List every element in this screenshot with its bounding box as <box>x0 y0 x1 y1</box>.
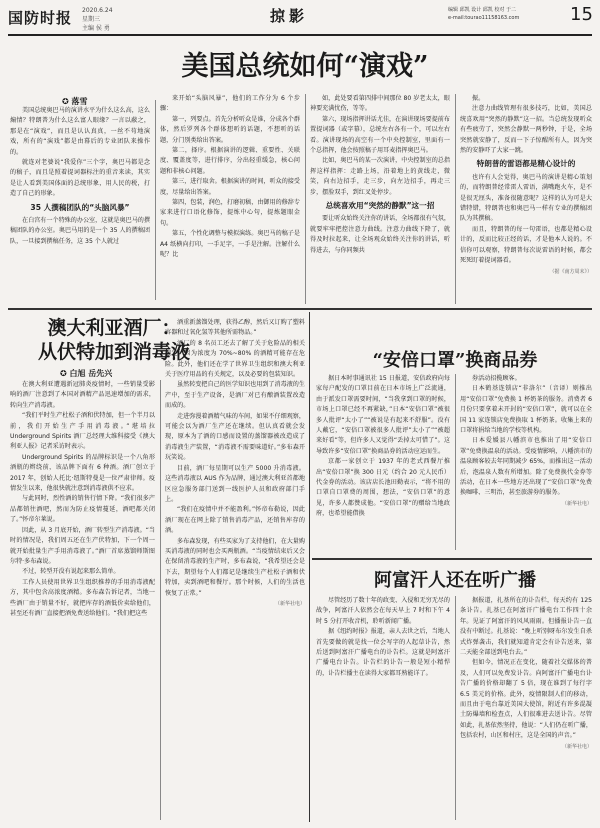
masthead-rule <box>8 34 592 36</box>
story1-subhead-1: 35 人撰稿团队的“头脑风暴” <box>30 202 130 212</box>
story2-byline: ✪ 白旭 岳先兴 <box>60 369 113 378</box>
story1-column-4 <box>460 94 592 306</box>
paragraph: 在白宫有一个特殊的办公室，这就是奥巴马的撰稿团队的办公室。奥巴马用的是一个 35 人的撰稿团队，一旦接到撰稿任务，这 35 个人就过 <box>10 217 150 245</box>
paragraph: 第六，现场指挥讲话尤佳，在演讲现场要提前布置提词器（或字幕），总统左右各有一个，可以左右看。演讲现场的高空有一个中央控制室，里面有一个总指挥，他会按照稿子用耳麦指挥奥巴马。 <box>310 115 450 155</box>
paragraph: 也许有人会觉得，奥巴马的演讲是精心策划的，而特朗普经常雷人雷语，满嘴跑火车，是不是很无厘头，准备很随意呢？这样的认为可是大错特错，特朗普也和奥巴马一样有专业的撰稿团队为其撰稿。 <box>460 173 592 223</box>
paragraph: 而且，特朗普的每一句雷语，也都是精心设计的，反而比较正经的话，才是他本人说的。不信你可以观察，特朗普每次说雷语的时候，都会死死盯着提词器看。 <box>460 225 592 265</box>
paragraph: 日本鹤基连锁店“非洛尔”（音译）则推出用“安倍口罩”免费换 1 杯奶茶的服务。消费者 6 月份只要拿着未开封的“安倍口罩”，就可以在全国 11 家连锁店免费换取 1 杯奶茶。收集上来的口罩将捐给当地的学校等机构。 <box>460 385 592 435</box>
page-number: 15 <box>570 4 593 25</box>
paragraph: 在澳大利亚遭遇新冠肺炎疫情时，一些销量受影响的酒厂注意到了本国对酒精产品迅速增加的需求，转向生产消毒液。 <box>10 381 155 409</box>
paragraph: 券活动招揽顾客。 <box>472 375 521 382</box>
paragraph: 第一，列要点。首先分析听众是谁，分成各个群体，然后罗列各个群体想听的话题，不想听的话题，分门别类给出答案。 <box>160 115 300 144</box>
paragraph: 工作人员使用世界卫生组织推荐的手用消毒液配方，其中包含高浓度酒精。多布森告诉记者，当地一些酒厂由于销量不好，就把库存的酒低价卖给他们，甚至还有酒厂直接把酒免费送给他们。“我们把这些 <box>10 578 155 617</box>
story1-subhead-2: 总统喜欢用“突然的静默”这一招 <box>325 201 435 211</box>
masthead <box>0 0 600 36</box>
paragraph: 走进弥漫着酒精气味的车间，如果不仔细观察，可能会以为酒厂生产还在继续。但认真看就会发现，原本为了酒的口感而设置的蒸馏器被改造成了消毒液生产装置，“消毒液不需要味道好。”多布森开玩笑说。 <box>165 412 305 462</box>
paragraph: 美国总统奥巴马的演讲水平为什么这么高，这么煽情？特朗普为什么这么富人眼缘？一言以蔽之，那是在“演戏”，而且是认认真真，一丝不苟地演戏，所有的“演戏”都是由幕后的专业团队来操作的。 <box>10 107 150 156</box>
paragraph: 要让听众始终关注你的讲话，全场都很有气氛，就要牢牢把控注意力曲线。注意力曲线下降了，就得及时拉起来，让全场观众始终关注你的讲话，听得进去，与你同频共 <box>310 215 450 254</box>
paragraph: 但如今，情况正在变化，随着社交媒体的普及，人们可以免费发讣告。向阿富汗广播电台讣告广播的价格却翻了 5 倍，现在谁到了每行字 6.5 美元的价格。此外，疫情限制人们的移动，而且由于电台靠近美国大使馆，附近有许多混凝土防爆墙和检查点，人们很难进去送讣告。尽管如此，扎基依然坚持，他说：“人们仍在听广播，包括农村，山区和村庄，这是全国的声音。” <box>460 659 592 740</box>
story1-subhead-3: 特朗普的雷语都是精心设计的 <box>476 159 576 169</box>
paragraph: 如，此处要看第四排中间那位 80 岁老太太，眼神要充满忧伤，等等。 <box>310 95 450 113</box>
story4-credit: （新华社电） <box>561 743 592 750</box>
paragraph: 酒厂的 8 名员工还去了解了关于危险品的相关规定，因为浓度为 70%~80% 的酒精可能存在危险。此外，他们还在学了世界卫生组织和澳大利亚关于医疗用品的有关规定，以及必要的包装知识。 <box>165 339 305 379</box>
masthead-date: 2020.6.24 星期三 主编 侯 勇 <box>82 7 113 32</box>
paragraph: 注意力曲线管理有很多技巧，比如，美国总统喜欢用“突然的静默”这一招。当总统发现听众有些疲劳了，突然会静默一两秒钟，于是，全场突然就安静了，反而一下子惊醒所有人，因为突然的安静吓了大家一跳。 <box>460 105 592 155</box>
paragraph: 就连对老婆说“我爱你”三个字，奥巴马都是念的稿子，而且是照着提词器标注的重音来读，其实是让人看到美国体面的总统形象，用人民的税，打造了自己的形象。 <box>10 159 150 198</box>
editor-credits: 编辑 邱凯 设计 邱凯 校对 于二 e-mail:tourao11158163.com <box>448 7 520 21</box>
paragraph: 酒重新蒸馏处理，获得乙醇，然后又订购了塑料容器和过氧化氢等其他所需物品。” <box>165 319 305 337</box>
story2-column-2 <box>165 318 305 820</box>
paragraph: 第四，包装，润色，打磨初稿，由御用的修辞专家来进行口语化修饰，提炼中心句，提炼题眼金句。 <box>160 199 300 227</box>
story4-column-2 <box>460 596 592 820</box>
story3-column-1 <box>316 374 450 552</box>
paragraph: 日本爱媛县八幡滨市也推出了用“安倍口罩”免费换温泉的活动。受疫情影响，八幡滨市的温泉顾客较去年同期减少 65%，而推出这一活动后，泡温泉人数有所增加。除了免费换代金券等活动，在日本一些地方还出现了“安倍口罩”免费换咖啡、三明治，甚至旅游券的服务。 <box>460 437 592 497</box>
story3-title: “安倍口罩”换商品券 <box>372 350 538 371</box>
paragraph: 第二，择序。根据演讲的逻辑、重要性、关联度、覆盖度等，进行排序，分出轻重缓急，核心问题和非核心问题。 <box>160 147 300 175</box>
paragraph: “我们平时生产杜松子酒和伏特加，但一个半月以前，我们开始生产手用消毒液。”堪培拉 Underground Spirits 酒厂总经理大维科接受《澳大利亚人报》记者采访时表示。 <box>10 412 155 451</box>
paragraph: 尽管经历了数十年的政变、入侵和无穷无尽的战争，阿富汗人依然会在每天早上 7 时和下午 4 时 5 分打开收音机，聆听新闻广播。 <box>316 597 450 625</box>
paragraph: 据报道，扎基所在的讣告栏，每天约有 125 条讣告。扎基已在阿富汗广播电台工作四十余年。见证了阿富汗的风风雨雨。但播报讣告一直没有中断过。扎基说：“晚上听别呀布尔发生自杀式炸弹袭击，我们就知道肯定会有讣告送来，第二天能全部送到电台去。” <box>460 597 592 657</box>
story1-title: 美国总统如何“演戏” <box>181 51 429 82</box>
paragraph: 第五，个性化调整与模拟演练。奥巴马的稿子是 A4 纸横向打印，一手足字，一手是注解。注解什么呢？比 <box>160 230 300 259</box>
story1-column-2 <box>160 94 300 304</box>
paragraph: 多布森发现，有些买家为了支持他们，在大量购买消毒液的同时也会买两瓶酒。“当疫情结束后又会在保留消毒液的生产时，多布森说，“我希望还会是下去，期望每个人们都记是继续生产杜松子酒和伏特加，卖到酒吧和餐厅。那个时候，人们的生活也恢复了正常。” <box>165 537 305 597</box>
story1-credit: （据《南方周末》） <box>549 268 592 275</box>
section-title: 掠影 <box>270 7 309 25</box>
paragraph: 目前，酒厂每星期可以生产 5000 升消毒液。这些消毒液以 AUS 作为品牌，通过澳大利亚首都地区应急服务部门送到一线医护人员和政府部门手上。 <box>165 464 305 503</box>
story1-byline: ✪ 落雪 <box>62 97 88 106</box>
paragraph: 与此同时，烈性酒的销售行情下降。“我们很多产品都销往酒吧，然而为防止疫情蔓延，酒吧都关闭了。”怀帝尔莱说。 <box>10 495 155 524</box>
paragraph: 振。 <box>472 95 485 102</box>
story4-title: 阿富汗人还在听广播 <box>374 570 536 591</box>
story2-column-1 <box>10 380 155 820</box>
paragraph: 来开始“头脑风暴”，他们的工作分为 6 个步骤： <box>160 95 300 113</box>
paragraph: “我们在疫情中并不能盈利。”怀帝布勒说，因此酒厂现在在网上除了销售消毒产品，还销售库存的酒。 <box>165 506 305 535</box>
story4-column-1 <box>316 596 450 820</box>
story2-credit: （新华社电） <box>274 600 305 607</box>
story3-credit: （新华社电） <box>561 500 592 507</box>
story1-column-1 <box>10 106 150 304</box>
paragraph: 虽然转变把自己的医学知识也用到了消毒液的生产中，至于生产设备，是酒厂对已有酿酒装置改造而成的。 <box>165 381 305 410</box>
story1-column-3 <box>310 94 450 304</box>
newspaper-logo: 国防时报 <box>8 9 73 27</box>
paragraph: 据日本时事通讯社 15 日报道，安倍政府向每家每户配发的口罩目前在日本市场上广泛流通，由于派发口罩需要时间，“当我拿到口罩的时候，市场上口罩已经不再紧缺，”日本“安倍口罩”被很多人批评“太小了”“被说是有起来不舒服”。没有人戴它，“安倍口罩被很多人批评”太小了”“被超来好看”等，但许多人又觉得“丢掉太可惜了”。这导致许多“安倍口罩”换商品券的活动应运而生。 <box>316 375 450 455</box>
paragraph: 据《纽约时报》报道，亲人去世之后，当地人首先要做的就是找一位会写字的人起草讣告，然后送到阿富汗广播电台的讣告栏。这就是阿富汗广播电台讣告。讣告栏的讣告一般是短小精悍的，讣告栏播主在读得大家都耳熟能详了。 <box>316 628 450 677</box>
paragraph: 因此，从 3 月底开始，酒厂转型生产消毒液。“当时的情况是，我们周五还在生产伏特加，下一个周一就开始批量生产手用消毒液了。”酒厂首席蒸馏师斯图尔特·多布森说。 <box>10 526 155 565</box>
paragraph: 京都一家创立于 1937 年的老式西餐厅推出“安倍口罩”换 300 日元（约合 20 元人民币）代金券的活动。该店店长池田勤表示，“将不用的口罩自口罩费的周围，想法，“安倍口罩”的意见，许多人都赞成他。“安倍口罩”的赠给当地政府，也希望能借换 <box>316 458 450 518</box>
story2-title: 澳大利亚酒厂： 从伏特加到消毒液 <box>37 317 190 363</box>
paragraph: 第三，进行取舍。根据演讲的时间，听众的接受度，尽量给出答案。 <box>160 178 300 196</box>
paragraph: 不过，转型开没有说起来那么简单。 <box>22 568 120 576</box>
paragraph: Underground Spirits 的品牌标识是一个八角形酒瓶的辫绕前，该品牌下面有 6 种酒。酒厂创立于 2017 年，创始人托比·纽斯特曼是一位严肃律师。疫情发生以来，他很快就注意到消毒液供不应求。 <box>10 453 155 493</box>
story3-column-2 <box>460 374 592 552</box>
paragraph: 比如，奥巴马的某一次演讲，中央控制室的总指挥这样指挥：走路上场，沿着地上的黄线走，微笑，向右边招手，走三步，向左边招手，再走三步，摆脸双手，到红叉处停步。 <box>310 157 450 196</box>
